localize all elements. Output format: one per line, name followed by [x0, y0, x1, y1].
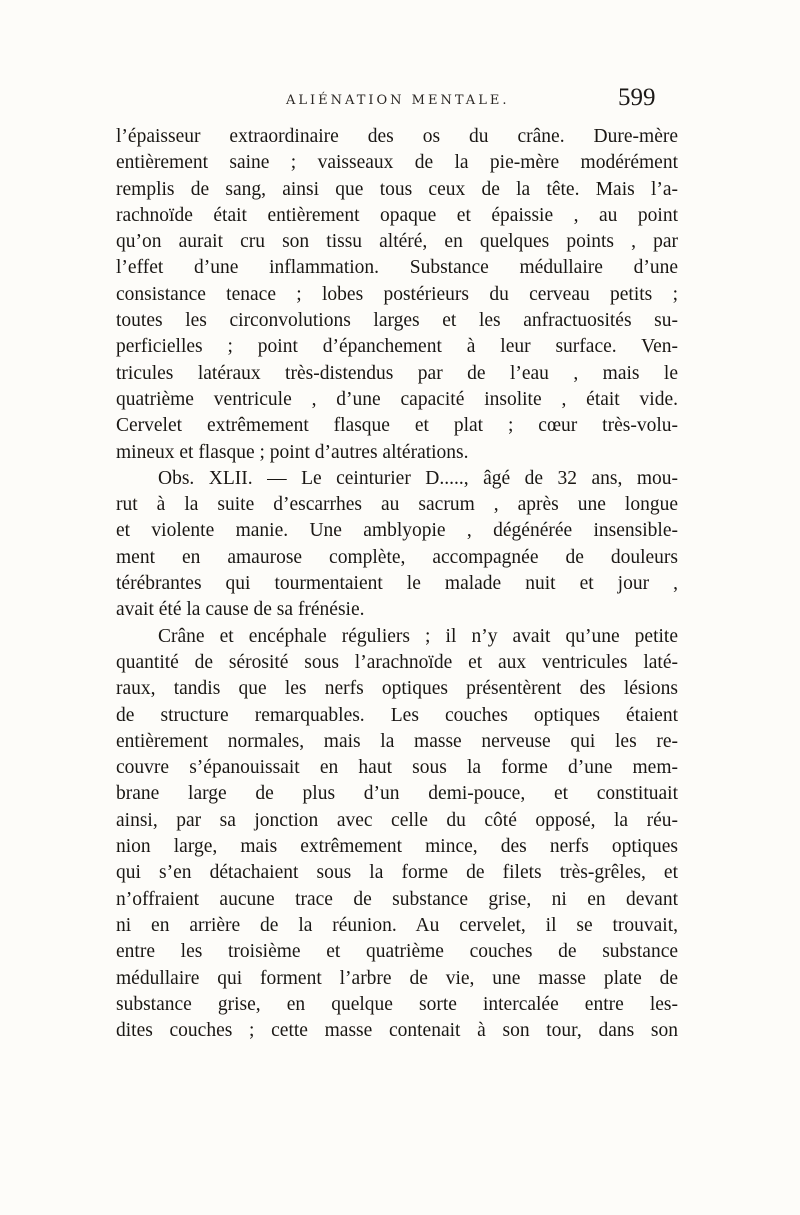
- text-line: raux, tandis que les nerfs optiques présentèrent des lésions: [116, 678, 678, 700]
- text-line: et violente manie. Une amblyopie , dégénérée insensible-: [116, 520, 678, 542]
- text-line: quatrième ventricule , d’une capacité insolite , était vide.: [116, 388, 678, 410]
- text-line: remplis de sang, ainsi que tous ceux de la tête. Mais l’a-: [116, 178, 678, 200]
- text-line: ainsi, par sa jonction avec celle du côté opposé, la réu-: [116, 809, 678, 831]
- text-line: n’offraient aucune trace de substance grise, ni en devant: [116, 888, 678, 910]
- text-line: térébrantes qui tourmentaient le malade nuit et jour ,: [116, 573, 678, 595]
- text-line: Obs. XLII. — Le ceinturier D....., âgé de 32 ans, mou-: [158, 467, 678, 489]
- text-line: tricules latéraux très-distendus par de l’eau , mais le: [116, 362, 678, 384]
- text-line: Cervelet extrêmement flasque et plat ; cœur très-volu-: [116, 415, 678, 437]
- text-line: quantité de sérosité sous l’arachnoïde et aux ventricules laté-: [116, 651, 678, 673]
- text-line: nion large, mais extrêmement mince, des nerfs optiques: [116, 836, 678, 858]
- page-number: 599: [618, 84, 656, 111]
- text-line: brane large de plus d’un demi-pouce, et constituait: [116, 783, 678, 805]
- text-line: qu’on aurait cru son tissu altéré, en quelques points , par: [116, 231, 678, 253]
- running-head: ALIÉNATION MENTALE.: [286, 93, 510, 108]
- text-line: dites couches ; cette masse contenait à son tour, dans son: [116, 1020, 678, 1042]
- text-line: consistance tenace ; lobes postérieurs du cerveau petits ;: [116, 283, 678, 305]
- text-line: rachnoïde était entièrement opaque et épaissie , au point: [116, 204, 678, 226]
- text-line: de structure remarquables. Les couches optiques étaient: [116, 704, 678, 726]
- body-text: [116, 124, 678, 1044]
- text-line: ni en arrière de la réunion. Au cervelet, il se trouvait,: [116, 914, 678, 936]
- text-line: toutes les circonvolutions larges et les anfractuosités su-: [116, 310, 678, 332]
- text-line: qui s’en détachaient sous la forme de filets très-grêles, et: [116, 862, 678, 884]
- text-line: perficielles ; point d’épanchement à leur surface. Ven-: [116, 336, 678, 358]
- text-line: mineux et flasque ; point d’autres altérations.: [116, 441, 469, 463]
- text-line: couvre s’épanouissait en haut sous la forme d’une mem-: [116, 757, 678, 779]
- text-line: entièrement normales, mais la masse nerveuse qui les re-: [116, 730, 678, 752]
- text-line: entièrement saine ; vaisseaux de la pie-mère modérément: [116, 152, 678, 174]
- text-line: l’épaisseur extraordinaire des os du crâne. Dure-mère: [116, 126, 678, 147]
- text-line: rut à la suite d’escarrhes au sacrum , après une longue: [116, 494, 678, 516]
- text-line: ment en amaurose complète, accompagnée de douleurs: [116, 546, 678, 568]
- text-line: entre les troisième et quatrième couches de substance: [116, 941, 678, 963]
- text-line: avait été la cause de sa frénésie.: [116, 599, 365, 621]
- text-line: substance grise, en quelque sorte intercalée entre les-: [116, 993, 678, 1015]
- text-line: médullaire qui forment l’arbre de vie, une masse plate de: [116, 967, 678, 989]
- text-line: l’effet d’une inflammation. Substance médullaire d’une: [116, 257, 678, 279]
- text-line: Crâne et encéphale réguliers ; il n’y avait qu’une petite: [158, 625, 678, 647]
